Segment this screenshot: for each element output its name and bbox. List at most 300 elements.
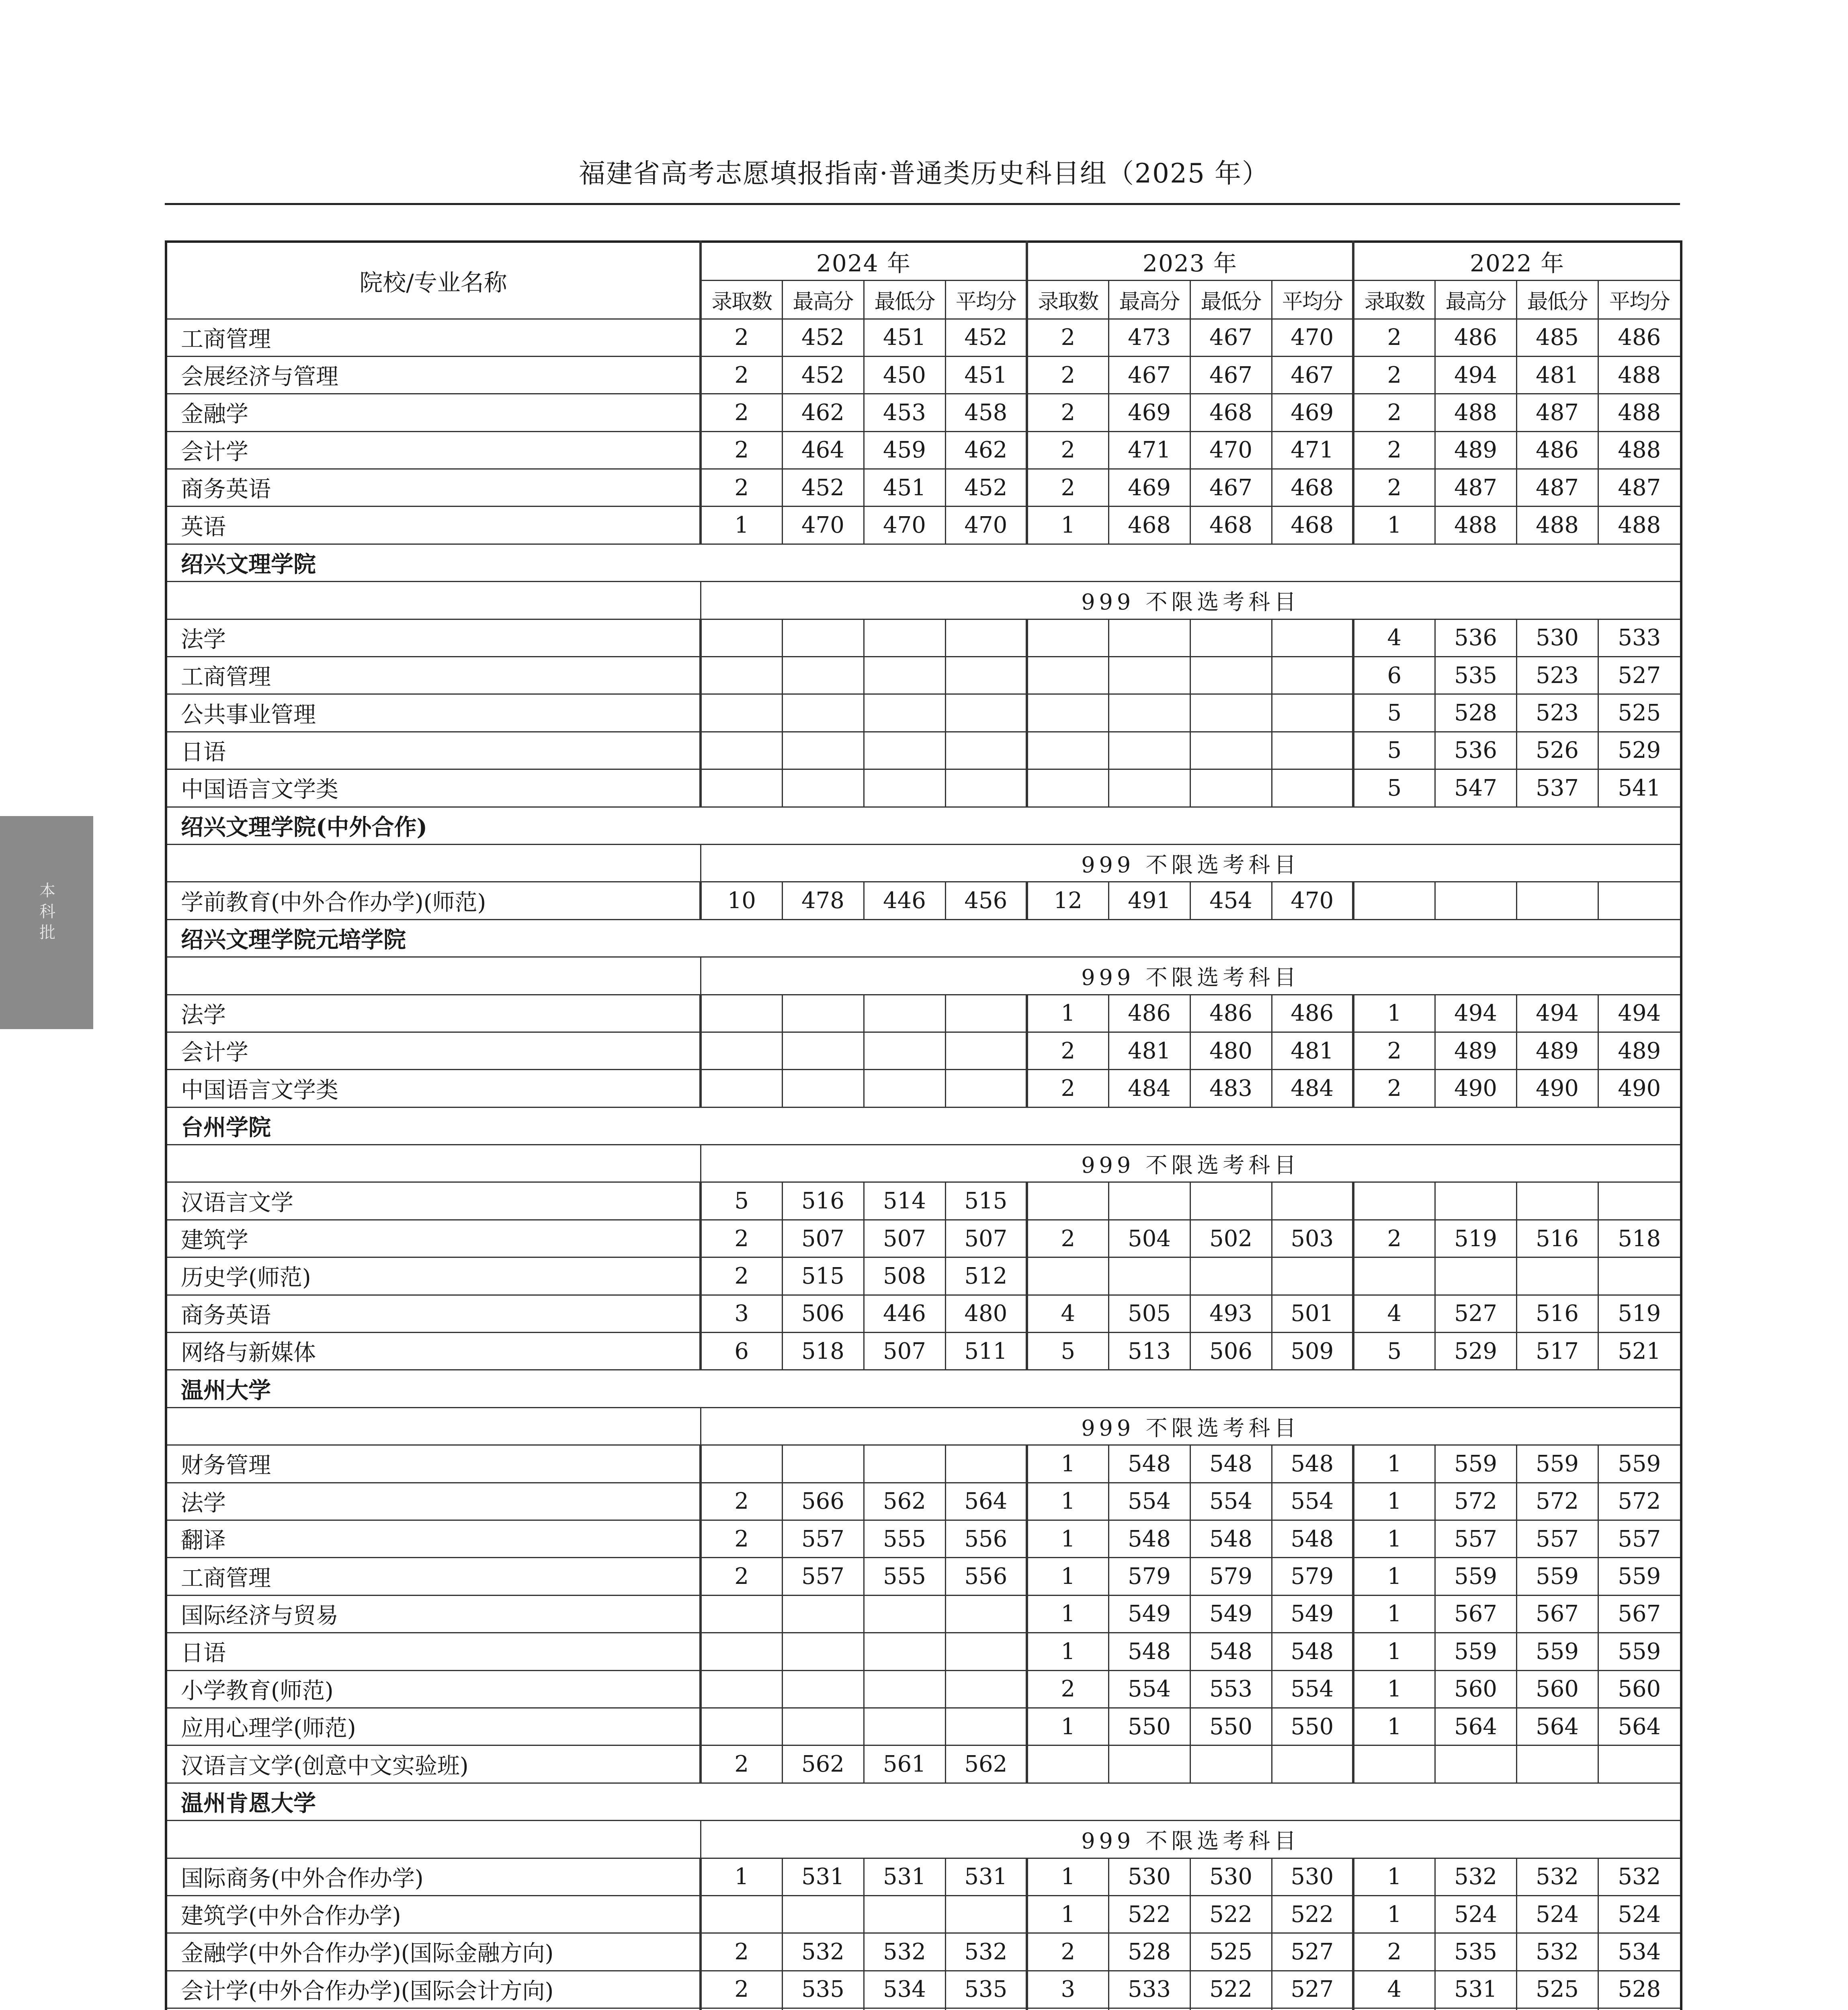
score-cell: 4: [1027, 1295, 1108, 1332]
score-cell: 2: [701, 1220, 782, 1257]
side-tab-label: 本科批: [39, 882, 55, 942]
score-cell: 548: [1108, 1445, 1190, 1483]
score-cell: 467: [1108, 356, 1190, 394]
score-cell: 559: [1598, 1633, 1681, 1670]
score-cell: 562: [864, 1483, 945, 1520]
score-cell: [1516, 1745, 1598, 1783]
major-row: [166, 1295, 1681, 1332]
score-cell: [945, 1595, 1027, 1633]
score-cell: 531: [945, 1858, 1027, 1895]
score-cell: 515: [945, 1182, 1027, 1220]
score-cell: 2: [1027, 1670, 1108, 1708]
score-cell: [1190, 1745, 1272, 1783]
score-cell: [1027, 694, 1108, 732]
score-cell: [701, 657, 782, 694]
score-cell: [701, 1895, 782, 1933]
score-cell: 528: [1598, 1971, 1681, 2008]
score-cell: 529: [1598, 732, 1681, 769]
score-cell: 548: [1108, 1633, 1190, 1670]
major-name: 金融学: [166, 394, 701, 431]
score-cell: [1190, 619, 1272, 656]
score-cell: 547: [1435, 769, 1516, 807]
score-cell: 454: [1190, 882, 1272, 919]
score-cell: 535: [945, 1971, 1027, 2008]
school-name: 绍兴文理学院: [166, 544, 1681, 581]
score-cell: 528: [1435, 694, 1516, 732]
major-name: 国际经济与贸易: [166, 1595, 701, 1633]
score-cell: 524: [1598, 1895, 1681, 1933]
score-cell: 559: [1598, 1558, 1681, 1595]
score-cell: 516: [1516, 1220, 1598, 1257]
subject-requirement-note: 999 不限选考科目: [701, 844, 1681, 882]
admission-score-table: [165, 240, 1682, 2010]
major-name: 日语: [166, 732, 701, 769]
column-header-metric: 平均分: [1598, 280, 1681, 319]
score-cell: 564: [1598, 1708, 1681, 1745]
score-cell: 467: [1272, 356, 1353, 394]
score-cell: 5: [1027, 1333, 1108, 1370]
score-cell: 507: [864, 1220, 945, 1257]
score-cell: 481: [1516, 356, 1598, 394]
subject-requirement-note: 999 不限选考科目: [701, 1145, 1681, 1182]
major-row: [166, 1220, 1681, 1257]
score-cell: 505: [1108, 1295, 1190, 1332]
score-cell: 487: [1598, 469, 1681, 507]
score-cell: 559: [1516, 1445, 1598, 1483]
subject-requirement-note: 999 不限选考科目: [701, 957, 1681, 995]
column-header-metric: 录取数: [1353, 280, 1435, 319]
score-cell: [701, 2008, 782, 2010]
score-cell: 468: [1190, 507, 1272, 544]
score-cell: 532: [945, 1933, 1027, 1971]
score-cell: [782, 1895, 864, 1933]
score-cell: 512: [945, 1257, 1027, 1295]
score-cell: 456: [945, 882, 1027, 919]
score-cell: 490: [1598, 1070, 1681, 1107]
score-cell: 471: [1272, 431, 1353, 469]
score-cell: 494: [1516, 995, 1598, 1032]
score-cell: 567: [1516, 1595, 1598, 1633]
major-row: [166, 1483, 1681, 1520]
score-cell: 507: [864, 1333, 945, 1370]
year-header: 2024 年: [701, 242, 1027, 280]
score-cell: 534: [864, 1971, 945, 2008]
major-row: [166, 1633, 1681, 1670]
score-cell: 5: [1353, 1333, 1435, 1370]
score-cell: [1027, 1182, 1108, 1220]
score-cell: 519: [1435, 1220, 1516, 1257]
score-cell: 488: [1435, 394, 1516, 431]
score-cell: 554: [1272, 1670, 1353, 1708]
major-row: [166, 732, 1681, 769]
score-cell: 511: [945, 1333, 1027, 1370]
score-cell: 536: [1435, 619, 1516, 656]
score-cell: [1435, 882, 1516, 919]
score-cell: [701, 995, 782, 1032]
major-row: [166, 1595, 1681, 1633]
score-cell: 513: [1108, 1333, 1190, 1370]
score-cell: [1190, 732, 1272, 769]
score-cell: 1: [1027, 1708, 1108, 1745]
score-cell: [782, 732, 864, 769]
major-row: [166, 657, 1681, 694]
score-cell: 1: [1353, 995, 1435, 1032]
school-row: [166, 1370, 1681, 1407]
score-cell: [701, 1670, 782, 1708]
score-cell: 535: [1435, 657, 1516, 694]
score-cell: 507: [945, 1220, 1027, 1257]
score-cell: 535: [782, 1971, 864, 2008]
score-cell: 1: [1027, 1895, 1108, 1933]
major-name: 法学: [166, 995, 701, 1032]
score-cell: 530: [1190, 1858, 1272, 1895]
score-cell: 554: [1190, 1483, 1272, 1520]
score-cell: 525: [1598, 694, 1681, 732]
score-cell: [782, 619, 864, 656]
score-cell: 2: [701, 1257, 782, 1295]
score-cell: 2: [1027, 1933, 1108, 1971]
score-cell: 519: [1598, 1295, 1681, 1332]
subject-requirement-row: [166, 1145, 1681, 1182]
score-cell: 556: [945, 1520, 1027, 1558]
score-cell: 516: [782, 1182, 864, 1220]
score-cell: 2: [1353, 319, 1435, 356]
score-cell: 1: [701, 507, 782, 544]
score-cell: [701, 732, 782, 769]
score-cell: [1272, 1745, 1353, 1783]
score-cell: 468: [1272, 507, 1353, 544]
score-cell: 535: [1435, 1933, 1516, 1971]
major-row: [166, 1708, 1681, 1745]
score-cell: 557: [782, 1558, 864, 1595]
score-cell: 518: [782, 1333, 864, 1370]
score-cell: [864, 1070, 945, 1107]
score-cell: 487: [1435, 469, 1516, 507]
score-cell: 488: [1598, 394, 1681, 431]
score-cell: 2: [1027, 431, 1108, 469]
score-cell: [945, 1445, 1027, 1483]
column-header-metric: 录取数: [1027, 280, 1108, 319]
score-cell: [864, 657, 945, 694]
score-cell: [1190, 657, 1272, 694]
score-cell: 527: [1598, 657, 1681, 694]
score-cell: 1: [1027, 1633, 1108, 1670]
major-row: [166, 1032, 1681, 1069]
score-cell: 528: [1108, 1933, 1190, 1971]
score-cell: 548: [1272, 1633, 1353, 1670]
score-cell: 2: [701, 394, 782, 431]
score-cell: 452: [782, 469, 864, 507]
score-cell: 514: [864, 1182, 945, 1220]
score-cell: [945, 1708, 1027, 1745]
score-cell: [1190, 769, 1272, 807]
major-name: 会计学(中外合作办学)(国际会计方向): [166, 1971, 701, 2008]
score-cell: [1272, 1182, 1353, 1220]
score-cell: [1108, 732, 1190, 769]
score-cell: 548: [1190, 1445, 1272, 1483]
score-cell: 473: [1108, 319, 1190, 356]
score-cell: 464: [782, 431, 864, 469]
year-header: 2022 年: [1353, 242, 1681, 280]
score-cell: 506: [1190, 1333, 1272, 1370]
column-header-metric: 平均分: [1272, 280, 1353, 319]
score-cell: 531: [782, 1858, 864, 1895]
score-cell: 5: [1353, 694, 1435, 732]
score-cell: 522: [1108, 1895, 1190, 1933]
score-cell: 509: [1272, 1333, 1353, 1370]
score-cell: 518: [1598, 1220, 1681, 1257]
score-cell: 502: [1190, 1220, 1272, 1257]
score-cell: 555: [864, 1520, 945, 1558]
score-cell: [1598, 1182, 1681, 1220]
score-cell: 527: [1435, 1295, 1516, 1332]
score-cell: 549: [1108, 1595, 1190, 1633]
score-cell: [864, 694, 945, 732]
score-cell: [782, 1070, 864, 1107]
score-cell: 489: [1435, 431, 1516, 469]
subject-requirement-note: 999 不限选考科目: [701, 1407, 1681, 1445]
major-name: 日语: [166, 1633, 701, 1670]
school-name: 绍兴文理学院元培学院: [166, 919, 1681, 957]
score-cell: [864, 769, 945, 807]
score-cell: 2: [701, 1558, 782, 1595]
score-cell: 532: [1516, 1933, 1598, 1971]
score-cell: 2: [1353, 469, 1435, 507]
score-cell: 515: [782, 1257, 864, 1295]
score-cell: 491: [1108, 882, 1190, 919]
school-row: [166, 807, 1681, 844]
score-cell: 3: [701, 1295, 782, 1332]
major-row: [166, 431, 1681, 469]
score-cell: [1598, 2008, 1681, 2010]
major-row: [166, 1520, 1681, 1558]
major-row: [166, 469, 1681, 507]
score-cell: 1: [1027, 995, 1108, 1032]
score-cell: [1272, 657, 1353, 694]
school-name: 温州肯恩大学: [166, 1783, 1681, 1820]
column-header-metric: 平均分: [945, 280, 1027, 319]
major-name: 建筑学(中外合作办学): [166, 1895, 701, 1933]
score-cell: 12: [1027, 882, 1108, 919]
score-cell: 517: [1516, 1333, 1598, 1370]
score-cell: 1: [1353, 1520, 1435, 1558]
score-cell: [1353, 2008, 1435, 2010]
score-cell: 451: [864, 319, 945, 356]
score-cell: [1108, 1182, 1190, 1220]
major-row: [166, 1558, 1681, 1595]
score-cell: 2: [1353, 431, 1435, 469]
score-cell: [1516, 2008, 1598, 2010]
score-cell: 536: [1435, 732, 1516, 769]
note-spacer: [166, 582, 701, 619]
score-cell: 1: [1353, 1445, 1435, 1483]
score-cell: 452: [782, 319, 864, 356]
score-cell: 549: [1190, 1595, 1272, 1633]
major-name: 汉语言文学(创意中文实验班): [166, 1745, 701, 1783]
score-cell: 6: [701, 1333, 782, 1370]
score-cell: 481: [1272, 1032, 1353, 1069]
score-cell: 525: [1190, 1933, 1272, 1971]
major-name: 应用心理学(师范): [166, 1708, 701, 1745]
major-name: 中国语言文学类: [166, 769, 701, 807]
score-cell: 462: [945, 431, 1027, 469]
score-cell: 572: [1516, 1483, 1598, 1520]
score-cell: 470: [1190, 431, 1272, 469]
major-name: 会展经济与管理: [166, 356, 701, 394]
score-cell: 451: [945, 356, 1027, 394]
score-cell: 2: [1353, 1032, 1435, 1069]
major-name: 建筑学: [166, 1220, 701, 1257]
score-cell: 2: [1353, 1220, 1435, 1257]
score-cell: 469: [1272, 394, 1353, 431]
score-cell: 529: [1435, 1333, 1516, 1370]
score-cell: [701, 619, 782, 656]
major-row: [166, 1971, 1681, 2008]
score-cell: 537: [1516, 769, 1598, 807]
major-row: [166, 1933, 1681, 1971]
major-name: [166, 2008, 701, 2010]
score-cell: 531: [864, 1858, 945, 1895]
major-name: 翻译: [166, 1520, 701, 1558]
score-cell: [864, 1670, 945, 1708]
score-cell: 530: [1108, 1858, 1190, 1895]
score-cell: [945, 1032, 1027, 1069]
major-name: 公共事业管理: [166, 694, 701, 732]
major-name: 学前教育(中外合作办学)(师范): [166, 882, 701, 919]
score-cell: [1353, 882, 1435, 919]
score-cell: 4: [1353, 1971, 1435, 2008]
score-cell: 494: [1598, 995, 1681, 1032]
major-row: [166, 1333, 1681, 1370]
score-cell: 562: [945, 1745, 1027, 1783]
score-cell: [864, 1708, 945, 1745]
score-cell: 533: [1598, 619, 1681, 656]
major-row: [166, 1858, 1681, 1895]
score-cell: 5: [1353, 732, 1435, 769]
score-cell: 554: [1108, 1670, 1190, 1708]
score-cell: [782, 1708, 864, 1745]
score-cell: [1027, 619, 1108, 656]
score-cell: 548: [1108, 1520, 1190, 1558]
score-cell: [1190, 1257, 1272, 1295]
score-cell: 579: [1108, 1558, 1190, 1595]
score-cell: 560: [1435, 1670, 1516, 1708]
major-row: [166, 1745, 1681, 1783]
note-spacer: [166, 1407, 701, 1445]
score-cell: [1272, 2008, 1353, 2010]
score-cell: [945, 1895, 1027, 1933]
score-cell: 452: [945, 469, 1027, 507]
score-cell: 566: [782, 1483, 864, 1520]
score-cell: [1435, 1745, 1516, 1783]
school-row: [166, 1107, 1681, 1144]
score-cell: [864, 1895, 945, 1933]
column-header-metric: 最低分: [864, 280, 945, 319]
score-cell: [782, 1670, 864, 1708]
score-cell: 524: [1516, 1895, 1598, 1933]
score-cell: 561: [864, 1745, 945, 1783]
score-cell: [701, 694, 782, 732]
score-cell: 1: [1027, 1483, 1108, 1520]
score-cell: 10: [701, 882, 782, 919]
major-name: 法学: [166, 619, 701, 656]
score-cell: 532: [1598, 1858, 1681, 1895]
note-spacer: [166, 1145, 701, 1182]
score-cell: 532: [1435, 1858, 1516, 1895]
score-cell: 503: [1272, 1220, 1353, 1257]
table-header-years: [166, 242, 1681, 280]
score-cell: 572: [1435, 1483, 1516, 1520]
score-cell: 2: [701, 469, 782, 507]
score-cell: 486: [1435, 319, 1516, 356]
score-cell: 2: [1027, 356, 1108, 394]
score-cell: [1108, 1257, 1190, 1295]
score-cell: 550: [1108, 1708, 1190, 1745]
score-cell: 486: [1598, 319, 1681, 356]
score-cell: 484: [1108, 1070, 1190, 1107]
header-rule: [165, 203, 1680, 205]
score-cell: [1435, 1182, 1516, 1220]
score-cell: 556: [945, 1558, 1027, 1595]
major-name: 商务英语: [166, 469, 701, 507]
score-cell: [1353, 1257, 1435, 1295]
score-cell: [782, 694, 864, 732]
score-cell: 550: [1190, 1708, 1272, 1745]
score-cell: 550: [1272, 1708, 1353, 1745]
score-cell: [945, 1070, 1027, 1107]
score-cell: [1353, 1182, 1435, 1220]
score-cell: [782, 995, 864, 1032]
score-cell: [945, 995, 1027, 1032]
score-cell: 548: [1272, 1520, 1353, 1558]
column-header-metric: 最低分: [1190, 280, 1272, 319]
school-row: [166, 1783, 1681, 1820]
score-cell: 1: [1353, 1633, 1435, 1670]
score-cell: [864, 1445, 945, 1483]
score-cell: [782, 1633, 864, 1670]
score-cell: 470: [782, 507, 864, 544]
school-row: [166, 919, 1681, 957]
major-name: 历史学(师范): [166, 1257, 701, 1295]
major-name: 会计学: [166, 431, 701, 469]
score-cell: 559: [1435, 1445, 1516, 1483]
score-cell: 486: [1190, 995, 1272, 1032]
score-cell: 533: [1108, 1971, 1190, 2008]
score-cell: 483: [1190, 1070, 1272, 1107]
score-cell: 1: [1353, 1858, 1435, 1895]
score-cell: 2: [1353, 394, 1435, 431]
score-cell: [1353, 1745, 1435, 1783]
score-cell: 2: [1353, 1070, 1435, 1107]
score-cell: [1272, 1257, 1353, 1295]
score-cell: [864, 1032, 945, 1069]
score-cell: 470: [1272, 882, 1353, 919]
score-cell: 522: [1190, 1895, 1272, 1933]
major-row: [166, 619, 1681, 656]
score-cell: 458: [945, 394, 1027, 431]
score-cell: [701, 1445, 782, 1483]
score-cell: 2: [1027, 394, 1108, 431]
score-cell: 446: [864, 882, 945, 919]
score-cell: [1108, 694, 1190, 732]
score-cell: [701, 1595, 782, 1633]
score-cell: 557: [782, 1520, 864, 1558]
school-name: 台州学院: [166, 1107, 1681, 1144]
score-cell: 559: [1435, 1633, 1516, 1670]
score-cell: 486: [1108, 995, 1190, 1032]
score-cell: [782, 1445, 864, 1483]
score-cell: 468: [1190, 394, 1272, 431]
